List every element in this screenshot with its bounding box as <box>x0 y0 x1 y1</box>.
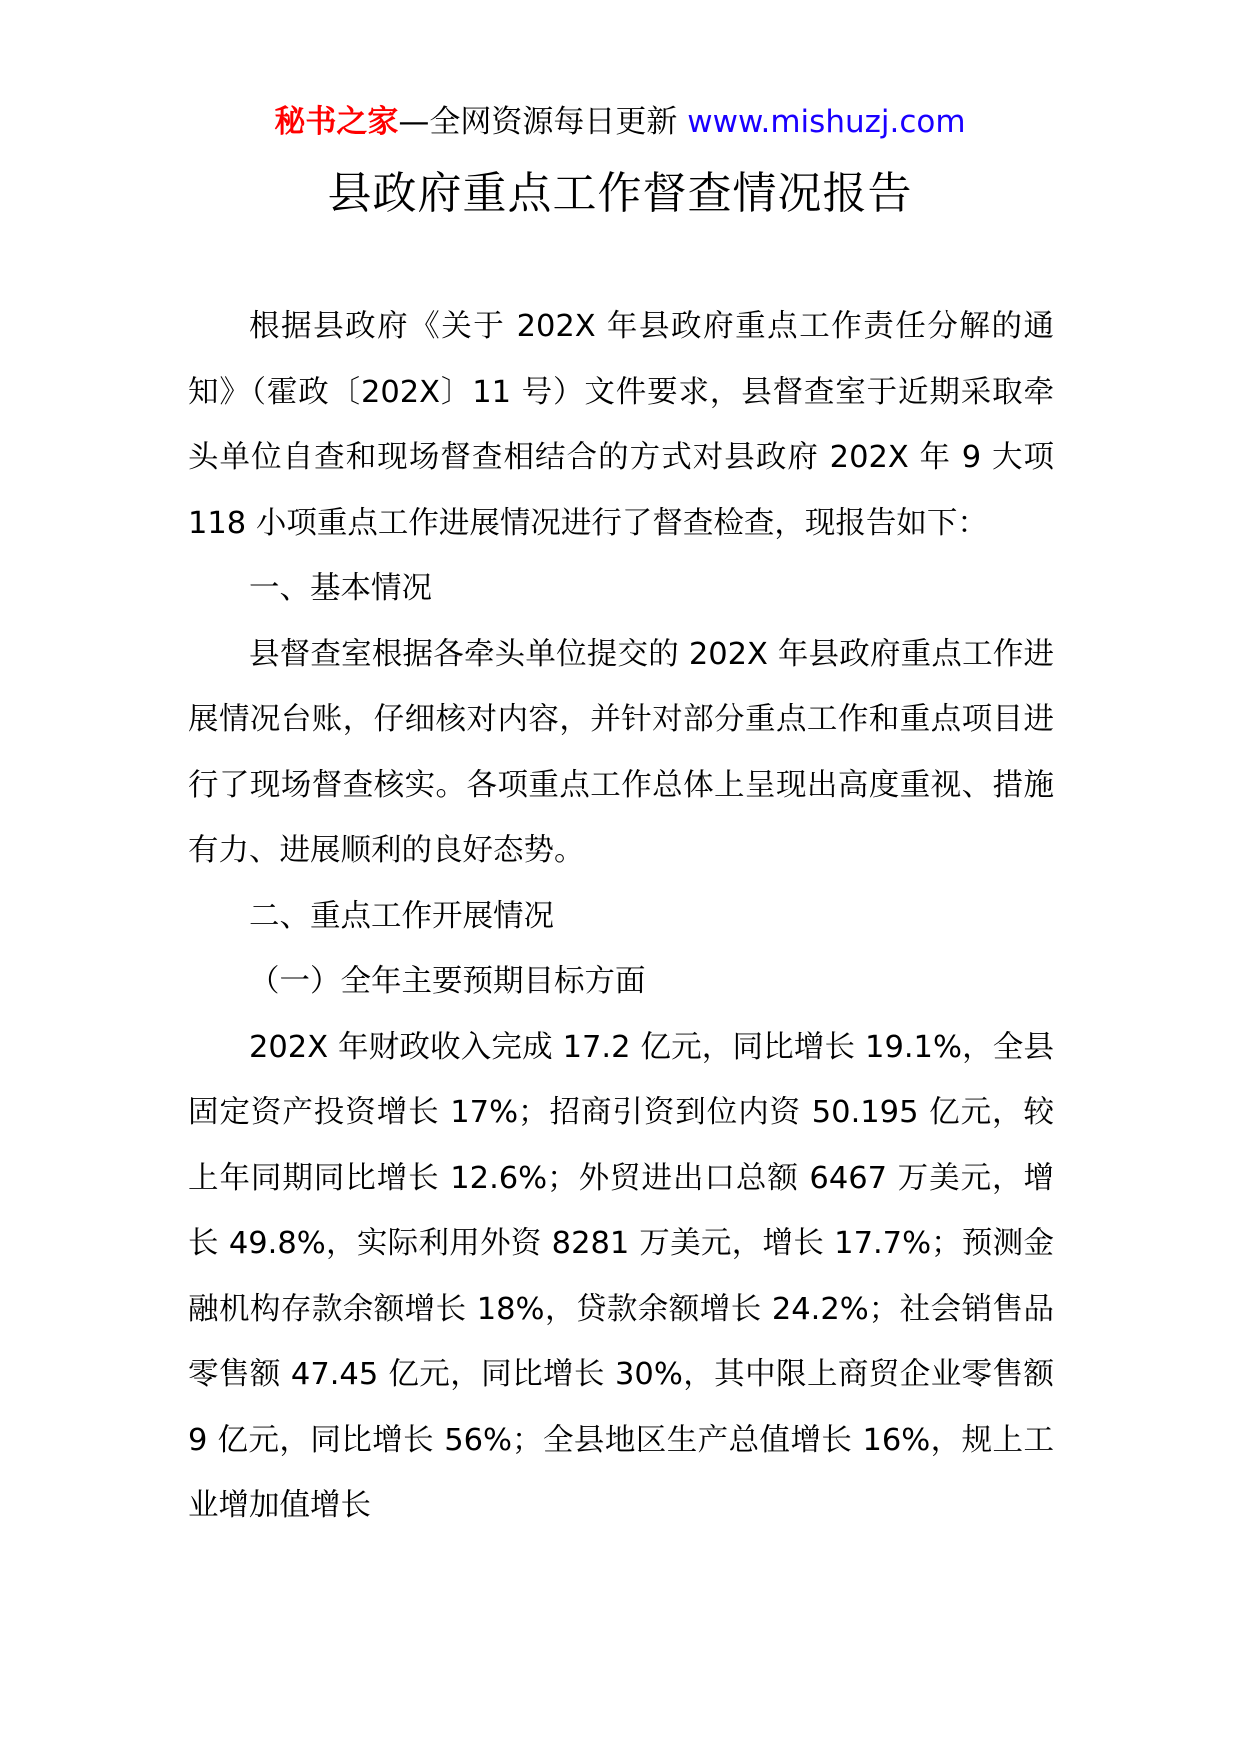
intro-paragraph: 根据县政府《关于 202X 年县政府重点工作责任分解的通知》（霍政〔202X〕11 号）文件要求，县督查室于近期采取牵头单位自查和现场督查相结合的方式对县政府 202X 年 9 大项 118 小项重点工作进展情况进行了督查检查，现报告如下： <box>188 309 1054 541</box>
basic-situation-paragraph: 县督查室根据各牵头单位提交的 202X 年县政府重点工作进展情况台账，仔细核对内容，并针对部分重点工作和重点项目进行了现场督查核实。各项重点工作总体上呈现出高度重视、措施有力、进展顺利的良好态势。 <box>188 636 1054 868</box>
document-title: 县政府重点工作督查情况报告 <box>327 168 913 219</box>
section-heading-basic-situation: 一、基本情况 <box>249 571 432 606</box>
site-tagline: —全网资源每日更新 <box>398 104 688 140</box>
document-body <box>188 294 1054 1539</box>
site-url-link[interactable]: www.mishuzj.com <box>687 104 966 140</box>
annual-targets-paragraph: 202X 年财政收入完成 17.2 亿元，同比增长 19.1%，全县固定资产投资增长 17%；招商引资到位内资 50.195 亿元，较上年同期同比增长 12.6%；外贸进出口总额 6467 万美元，增长 49.8%，实际利用外资 8281 万美元，增长 17.7%；预测金融机构存款余额增长 18%，贷款余额增长 24.2%；社会销售品零售额 47.45 亿元，同比增长 30%，其中限上商贸企业零售额 9 亿元，同比增长 56%；全县地区生产总值增长 16%，规上工业增加值增长 <box>188 1029 1054 1523</box>
section-heading-key-work: 二、重点工作开展情况 <box>249 898 554 934</box>
site-brand: 秘书之家 <box>274 104 399 140</box>
site-header <box>0 102 1240 142</box>
subsection-heading-annual-targets: （一）全年主要预期目标方面 <box>249 964 646 999</box>
